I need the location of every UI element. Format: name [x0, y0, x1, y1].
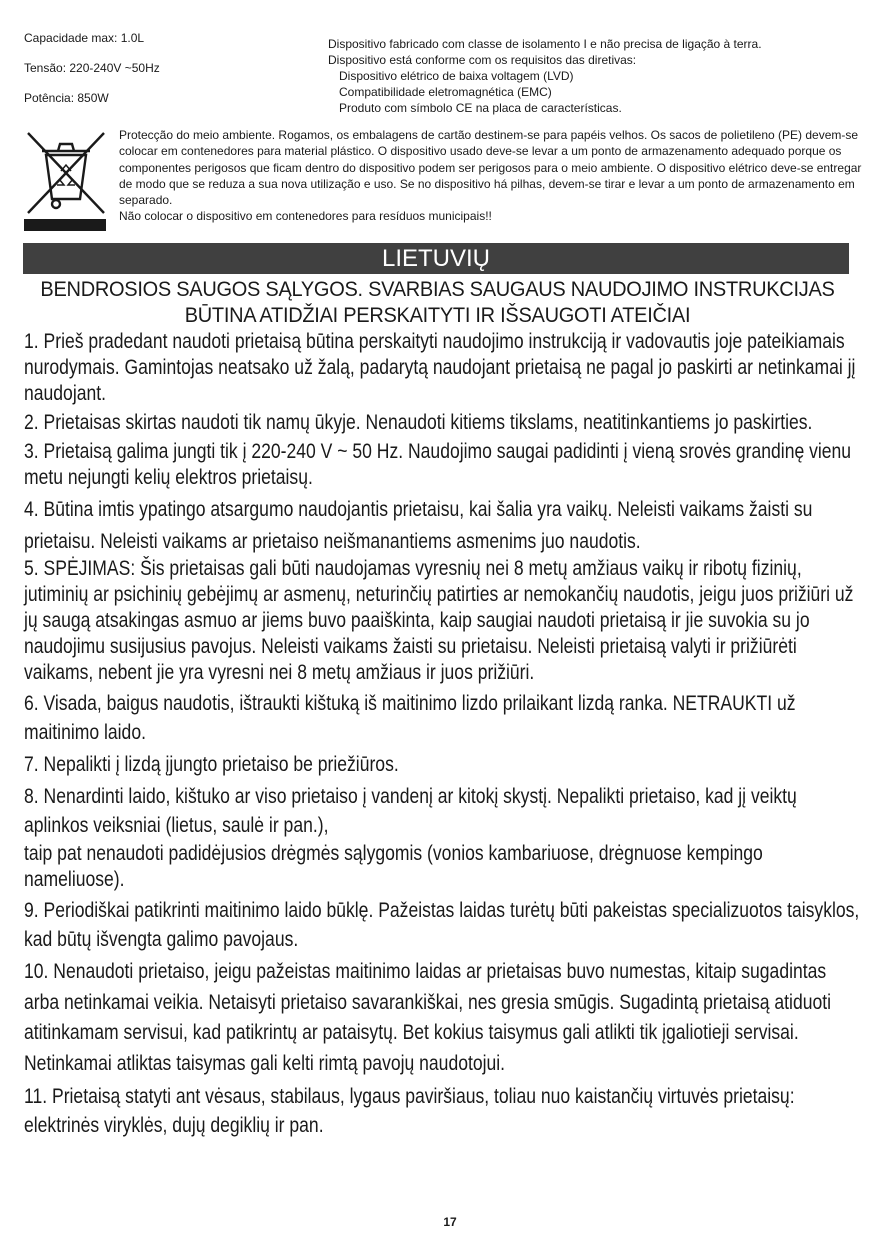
environment-text: Protecção do meio ambiente. Rogamos, os embalagens de cartão destinem-se para papéis velhos. Os sacos de polietileno (PE) devem-se colocar em contenedores para material plástico. O dispositivo usado deve-se levar a um ponto de armazenamento adequado porque os componentes perigosos que ficam dentro do dispositivo podem ser perigosos para o meio ambiente. O dispositivo elétrico deve-se entregar de modo que se reduza a sua nova utilização e uso. Se no dispositivo há pilhas, devem-se tirar e levar a um ponto de armazenamento em separado. [119, 128, 862, 208]
instruction-item: 5. SPĖJIMAS: Šis prietaisas gali būti naudojamas vyresnių nei 8 metų amžiaus vaikų ir ribotų fizinių, jutiminių ar psichinių gebėjimų ar asmenų, neturinčių patirties ar nemokančių naudotis, jeigu juos prižiūri už jų saugą atsakingas asmuo ar jiems buvo paaiškinta, kaip saugiai naudoti prietaisą ir jie suvokia su jo naudojimu susijusius pavojus. Neleisti vaikams žaisti su prietaisu. Neleisti prietaisą valyti ir prižiūrėti vaikams, nebent jie yra vyresni nei 8 metų amžiaus ir juos prižiūri. [24, 557, 854, 684]
instruction-item: 10. Nenaudoti prietaiso, jeigu pažeistas maitinimo laidas ar prietaisas buvo numestas, kitaip sugadintas arba netinkamai veikia. Netaisyti prietaiso savarankiškai, nes gresia smūgis. Sugadintą prietaisą atiduoti atitinkamam servisui, kad patikrintų ar pataisytų. Bet kokius taisymus gali atlikti tik įgaliotieji servisai. Netinkamai atliktas taisymas gali kelti rimtą pavojų naudotojui. [24, 960, 832, 1075]
instruction-item: 1. Prieš pradedant naudoti prietaisą būtina perskaityti naudojimo instrukciją ir vadovautis joje pateikiamais nurodymais. Gamintojas neatsako už žalą, padarytą naudojant prietaisą ne pagal jo paskirti ar netinkamai jį naudojant. [24, 330, 856, 405]
language-banner: LIETUVIŲ [23, 243, 849, 274]
instruction-item: 4. Būtina imtis ypatingo atsargumo naudojantis prietaisu, kai šalia yra vaikų. Neleisti vaikams žaisti su prietaisu. Neleisti vaikams ar prietaiso neišmanantiems asmenims juo naudotis. [24, 498, 813, 553]
instruction-item: 9. Periodiškai patikrinti maitinimo laido būklę. Pažeistas laidas turėtų būti pakeistas specializuotos taisyklos, kad būtų išvengta galimo pavojaus. [24, 899, 860, 952]
ce-marking-text: Produto com símbolo CE na placa de características. [339, 101, 622, 115]
conformity-statement [328, 36, 762, 116]
safety-heading-line-1: BENDROSIOS SAUGOS SĄLYGOS. SVARBIAS SAUGAUS NAUDOJIMO INSTRUKCIJAS [40, 277, 835, 301]
instruction-item: 2. Prietaisas skirtas naudoti tik namų ūkyje. Nenaudoti kitiems tikslams, neatitinkantiems jo paskirties. [24, 411, 813, 434]
lvd-directive-text: Dispositivo elétrico de baixa voltagem (LVD) [339, 69, 574, 83]
directives-intro-text: Dispositivo está conforme com os requisitos das diretivas: [328, 53, 637, 67]
instruction-item: 3. Prietaisą galima jungti tik į 220-240 V ~ 50 Hz. Naudojimo saugai padidinti į vieną srovės grandinę vienu metu nejungti kelių elektros prietaisų. [24, 440, 852, 489]
safety-heading-line-2: BŪTINA ATIDŽIAI PERSKAITYTI IR IŠSAUGOTI ATEIČIAI [184, 303, 691, 327]
power-spec: Potência: 850W [24, 91, 109, 105]
instruction-item: 6. Visada, baigus naudotis, ištraukti kištuką iš maitinimo lizdo prilaikant lizdą ranka. NETRAUKTI už maitinimo laido. [24, 692, 796, 744]
capacity-spec: Capacidade max: 1.0L [24, 31, 145, 45]
emc-directive-text: Compatibilidade eletromagnética (EMC) [339, 85, 552, 99]
environment-text-block [119, 127, 864, 225]
specifications [24, 16, 160, 121]
weee-crossed-bin-icon [24, 127, 108, 231]
voltage-spec: Tensão: 220-240V ~50Hz [24, 61, 160, 75]
disposal-warning: Não colocar o dispositivo em contenedores para resíduos municipais!! [119, 209, 492, 224]
instruction-item: 11. Prietaisą statyti ant vėsaus, stabilaus, lygaus paviršiaus, toliau nuo kaistančių virtuvės prietaisų: elektrinės viryklės, dujų degiklių ir pan. [24, 1085, 795, 1138]
page-number: 17 [443, 1215, 457, 1229]
safety-heading [31, 276, 845, 328]
instruction-item: taip pat nenaudoti padidėjusios drėgmės sąlygomis (vonios kambariuose, drėgnuose kempingo nameliuose). [24, 842, 763, 892]
safety-instructions [24, 329, 860, 1142]
instruction-item: 7. Nepalikti į lizdą įjungto prietaiso be priežiūros. [24, 753, 399, 776]
instruction-item: 8. Nenardinti laido, kištuko ar viso prietaiso į vandenį ar kitokį skystį. Nepalikti prietaiso, kad jį veiktų aplinkos veiksniai (lietus, saulė ir pan.), [24, 785, 797, 837]
insulation-class-text: Dispositivo fabricado com classe de isolamento I e não precisa de ligação à terra. [328, 37, 762, 51]
